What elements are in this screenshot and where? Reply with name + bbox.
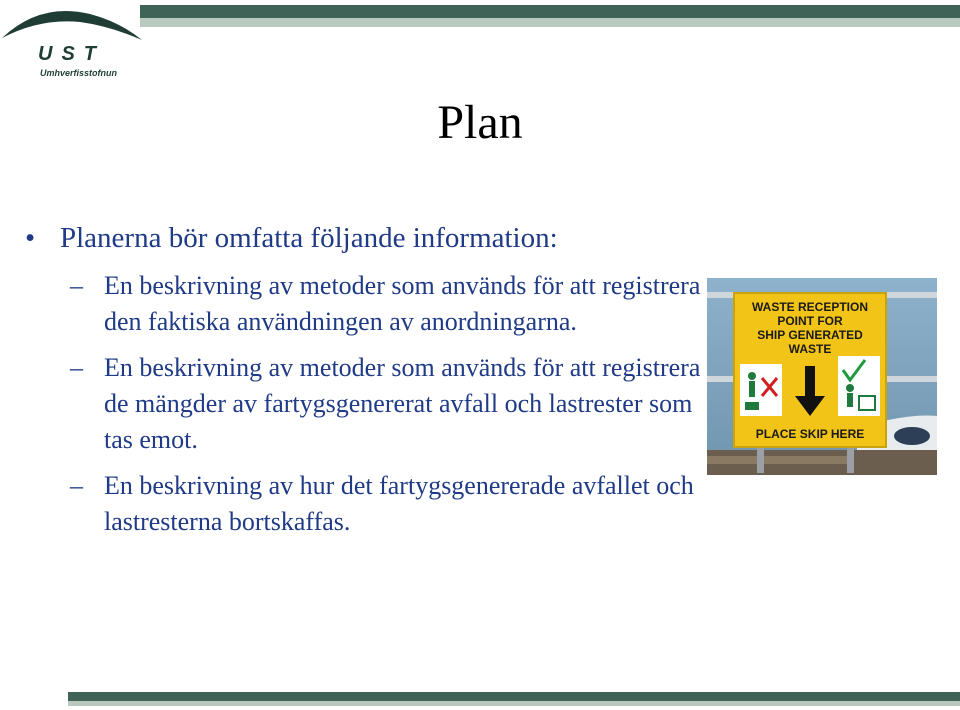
- sign-illustration: [707, 278, 937, 475]
- main-bullet-text: Planerna bör omfatta följande information:: [60, 222, 558, 254]
- logo-subtitle: Umhverfisstofnun: [40, 68, 118, 78]
- sub-bullet: [0, 468, 704, 540]
- sub-bullet: [0, 350, 704, 458]
- bullet-list: [0, 220, 720, 550]
- top-decorative-bar: [140, 5, 960, 27]
- logo-text: UST: [38, 43, 105, 65]
- sign-footer-text: PLACE SKIP HERE: [755, 427, 865, 441]
- dash-marker: –: [70, 353, 83, 382]
- sign-heading-line-4: WASTE: [788, 342, 832, 356]
- sub-bullet-text: En beskrivning av hur det fartygsgenererade avfallet och lastresterna bortskaffas.: [104, 471, 694, 536]
- waste-reception-sign-photo: [707, 278, 937, 475]
- ust-logo: [0, 0, 145, 85]
- bullet-marker: •: [25, 222, 36, 254]
- sub-bullet-text: En beskrivning av metoder som används för att registrera den faktiska användningen av anordningarna.: [104, 271, 701, 336]
- slide-title: Plan: [437, 96, 523, 149]
- sign-heading-line-3: SHIP GENERATED: [757, 328, 863, 342]
- sub-bullet: [0, 268, 704, 340]
- bottom-decorative-bar: [68, 692, 960, 706]
- sign-heading-line-2: POINT FOR: [777, 314, 843, 328]
- logo-swoosh-icon: [0, 0, 145, 45]
- sub-bullet-text: En beskrivning av metoder som används för att registrera de mängder av fartygsgenererat avfall och lastrester som tas emot.: [104, 353, 701, 454]
- dash-marker: –: [70, 271, 83, 300]
- sign-heading-line-1: WASTE RECEPTION: [751, 300, 869, 314]
- main-bullet: [0, 220, 720, 256]
- dash-marker: –: [70, 471, 83, 500]
